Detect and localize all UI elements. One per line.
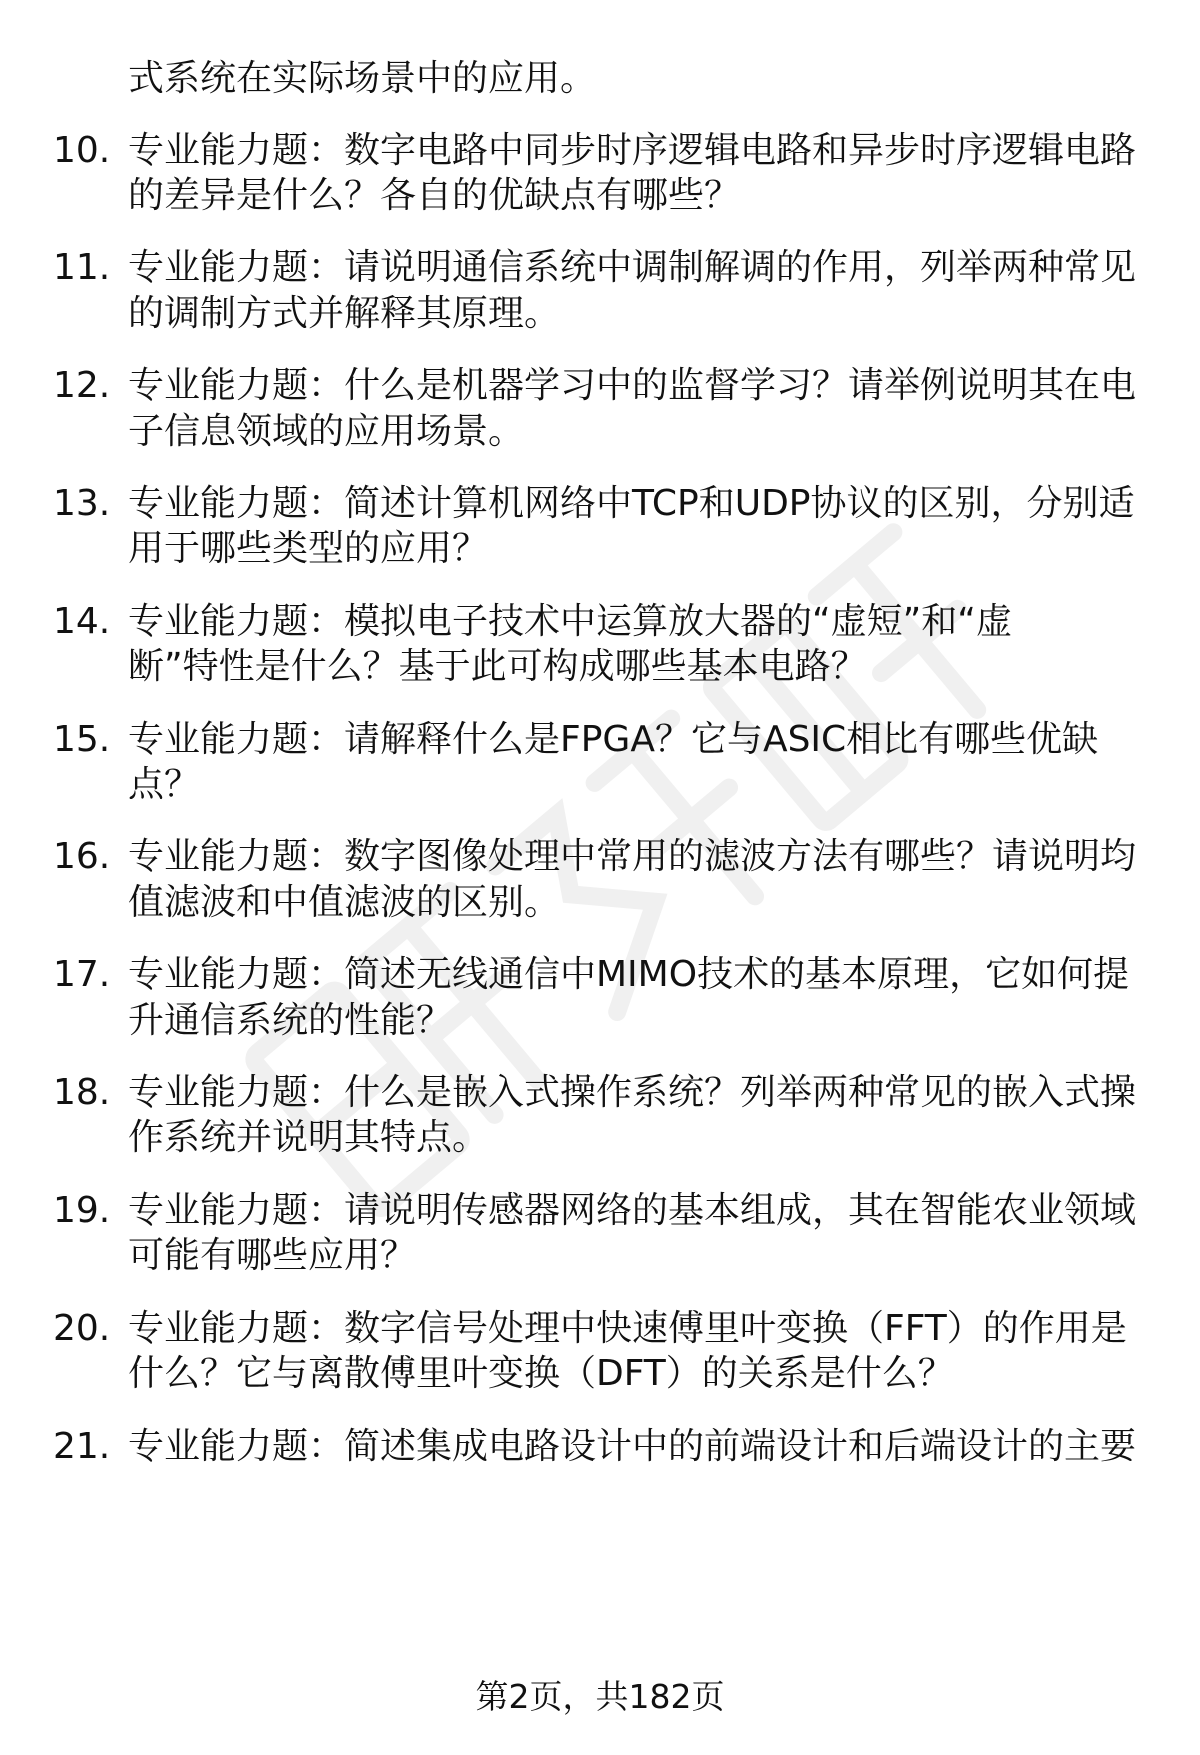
question-text-line1: 专业能力题：请解释什么是FPGA？它与ASIC相比有哪些优缺 [128, 719, 1099, 760]
question-text-line1: 专业能力题：模拟电子技术中运算放大器的“虚短”和“虚 [128, 601, 1012, 642]
question-text-line2: 断”特性是什么？基于此可构成哪些基本电路？ [128, 646, 867, 687]
question-number: 13. [53, 483, 111, 524]
page-footer: 第2页，共182页 [475, 1677, 725, 1716]
question-text-line1: 专业能力题：数字电路中同步时序逻辑电路和异步时序逻辑电路 [128, 130, 1137, 171]
question-text-line1: 专业能力题：简述无线通信中MIMO技术的基本原理，它如何提 [128, 954, 1130, 995]
question-number: 16. [53, 836, 111, 877]
question-number: 20. [53, 1308, 111, 1349]
question-number: 17. [53, 954, 111, 995]
question-text-line1: 专业能力题：简述集成电路设计中的前端设计和后端设计的主要 [128, 1426, 1137, 1467]
question-text-line2: 作系统并说明其特点。 [128, 1117, 489, 1158]
question-text-line2: 什么？它与离散傅里叶变换（DFT）的关系是什么？ [128, 1353, 954, 1394]
question-text-line1: 专业能力题：数字图像处理中常用的滤波方法有哪些？请说明均 [128, 836, 1137, 877]
question-text-line2: 可能有哪些应用？ [128, 1235, 417, 1276]
question-text-line2: 的调制方式并解释其原理。 [128, 293, 561, 334]
question-text-line1: 专业能力题：请说明通信系统中调制解调的作用，列举两种常见 [128, 247, 1137, 288]
question-number: 21. [53, 1426, 111, 1467]
question-text-line1: 专业能力题：简述计算机网络中TCP和UDP协议的区别，分别适 [128, 483, 1135, 524]
question-text-line2: 用于哪些类型的应用？ [128, 528, 489, 569]
question-text-line2: 点？ [128, 764, 201, 805]
question-number: 10. [53, 130, 111, 171]
question-number: 15. [53, 719, 111, 760]
question-text-line1: 专业能力题：什么是机器学习中的监督学习？请举例说明其在电 [128, 365, 1137, 406]
question-number: 11. [53, 247, 111, 288]
question-text-line2: 值滤波和中值滤波的区别。 [128, 882, 561, 923]
question-number: 14. [53, 601, 111, 642]
question-text-line2: 的差异是什么？各自的优缺点有哪些？ [128, 175, 741, 216]
question-text-line1: 专业能力题：数字信号处理中快速傅里叶变换（FFT）的作用是 [128, 1308, 1127, 1349]
question-text-line1: 专业能力题：什么是嵌入式操作系统？列举两种常见的嵌入式操 [128, 1072, 1137, 1113]
question-text-line2: 子信息领域的应用场景。 [128, 411, 525, 452]
question-text-line1: 专业能力题：请说明传感器网络的基本组成，其在智能农业领域 [128, 1190, 1137, 1231]
question-number: 18. [53, 1072, 111, 1113]
question-number: 12. [53, 365, 111, 406]
question-number: 19. [53, 1190, 111, 1231]
intro-continuation: 式系统在实际场景中的应用。 [128, 58, 597, 99]
question-text-line2: 升通信系统的性能？ [128, 1000, 453, 1041]
